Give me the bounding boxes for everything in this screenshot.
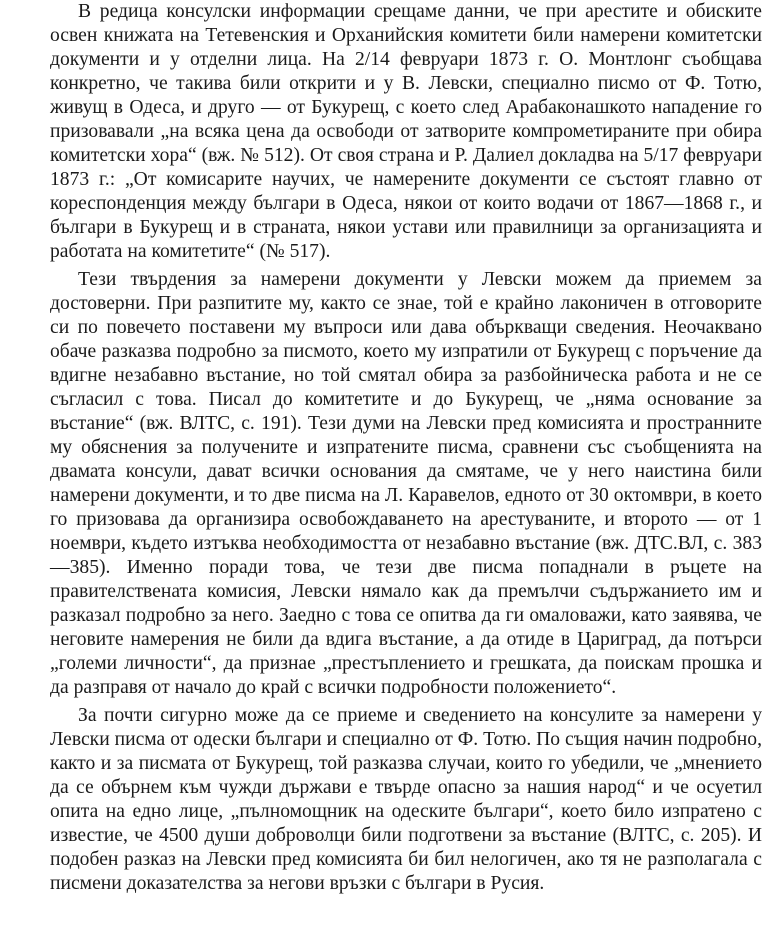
document-page	[50, 0, 762, 896]
paragraph-1: В редица консулски информации срещаме данни, че при арестите и обиските освен книжата на Тетевенския и Орханийския комитети били намерени комитетски документи и у отделни лица. На 2/14 февруари 1873 г. О. Монтлонг съобщава конкретно, че такива били открити и у В. Левски, специално писмо от Ф. Тотю, живущ в Одеса, и друго — от Букурещ, с което след Арабаконашкото нападение го призовавали „на всяка цена да освободи от затворите компрометираните при обира комитетски хора“ (вж. № 512). От своя страна и Р. Далиел докладва на 5/17 февруари 1873 г.: „От комисарите научих, че намерените документи се състоят главно от кореспонденция между българи в Одеса, някои от които водачи от 1867—1868 г., и българи в Букурещ и в страната, някои устави или правилници за организацията и работата на комитетите“ (№ 517).	[50, 1, 762, 262]
paragraph-2: Тези твърдения за намерени документи у Левски можем да приемем за достоверни. При разпитите му, както се знае, той е крайно лаконичен в отговорите си по повечето поставени му въпроси или дава объркващи сведения. Неочаквано обаче разказва подробно за писмото, което му изпратили от Букурещ с поръчение да вдигне незабавно въстание, но той смятал обира за разбойническа работа и не се съгласил с това. Писал до комитетите и до Букурещ, че „няма основание за въстание“ (вж. ВЛТС, с. 191). Тези думи на Левски пред комисията и пространните му обяснения за получените и изпратените писма, сравнени със съобщенията на двамата консули, дават всички основания да смятаме, че у него наистина били намерени документи, и то две писма на Л. Каравелов, едното от 30 октомври, в което го призовава да организира освобождаването на арестуваните, и второто — от 1 ноември, където изтъква необходимостта от незабавно въстание (вж. ДТС.ВЛ, с. 383—385). Именно поради това, че тези две писма попаднали в ръцете на правителствената комисия, Левски нямало как да премълчи съдържанието им и разказал подробно за него. Заедно с това се опитва да ги омаловажи, като заявява, че неговите намерения не били да вдига въстание, а да отиде в Цариград, да потърси „големи личности“, да признае „престъплението и грешката, да поискам прошка и да разправя от начало до край с всички подробности положението“.	[50, 269, 762, 698]
paragraph-3: За почти сигурно може да се приеме и сведението на консулите за намерени у Левски писма от одески българи и специално от Ф. Тотю. По същия начин подробно, както и за писмата от Букурещ, той разказва случаи, които го убедили, че „мнението да се обърнем към чужди държави е твърде опасно за нашия народ“ и че осуетил опита на едно лице, „пълномощник на одеските българи“, което било изпратено с известие, че 4500 души доброволци били подготвени за въстание (ВЛТС, с. 205). И подобен разказ на Левски пред комисията би бил нелогичен, ако тя не разполагала с писмени доказателства за негови връзки с българи в Русия.	[50, 705, 762, 894]
